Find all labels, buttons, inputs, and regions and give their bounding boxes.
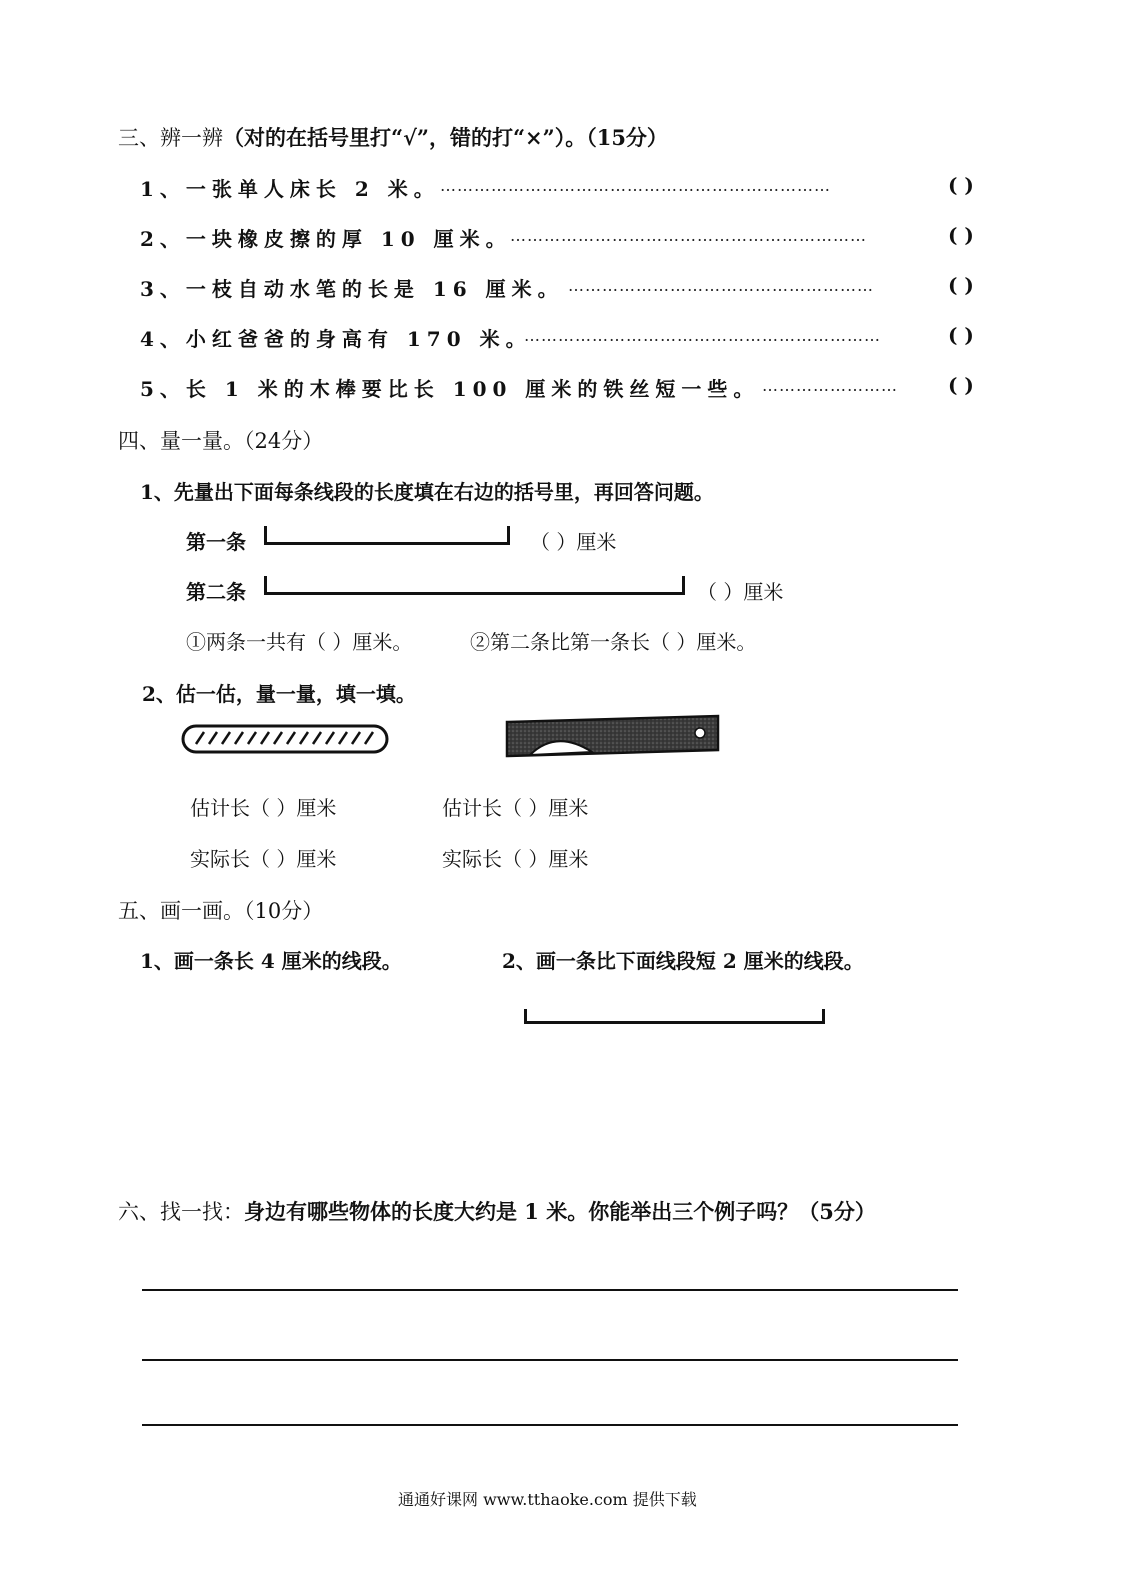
section3-item-2	[140, 223, 512, 252]
section4-q2-instruction: 2、估一估，量一量，填一填。	[142, 682, 416, 706]
item-text: 1、一张单人床长 2 米。	[140, 177, 440, 201]
item-dots: ……………………	[762, 376, 898, 395]
section6-title	[118, 1196, 876, 1226]
answer-line-3[interactable]	[142, 1424, 958, 1426]
answer-paren[interactable]: ( )	[948, 223, 974, 247]
section3-item-4	[140, 323, 532, 352]
line2-answer[interactable]: （ ）厘米	[697, 580, 784, 604]
answer-line-1[interactable]	[142, 1289, 958, 1291]
answer-paren[interactable]: ( )	[948, 323, 974, 347]
item-text: 2、一块橡皮擦的厚 10 厘米。	[140, 227, 512, 251]
line2-label: 第二条	[186, 580, 246, 604]
item-dots: ………………………………………………	[568, 276, 874, 295]
answer-paren[interactable]: ( )	[948, 373, 974, 397]
item-text: 4、小红爸爸的身高有 170 米。	[140, 327, 532, 351]
right-actual[interactable]: 实际长（ ）厘米	[442, 847, 589, 871]
right-estimate[interactable]: 估计长（ ）厘米	[442, 796, 589, 820]
line1-answer[interactable]: （ ）厘米	[530, 530, 617, 554]
item-dots: ……………………………………………………………	[440, 176, 831, 195]
left-actual[interactable]: 实际长（ ）厘米	[190, 847, 337, 871]
section6-title-rest: 身边有哪些物体的长度大约是 1 米。你能举出三个例子吗？（5分）	[244, 1199, 876, 1224]
reference-line-segment	[524, 1009, 825, 1024]
section4-q1-instruction: 1、先量出下面每条线段的长度填在右边的括号里，再回答问题。	[140, 480, 714, 504]
section3-title	[118, 122, 668, 152]
line-segment-1	[264, 526, 510, 545]
item-text: 5、长 1 米的木棒要比长 100 厘米的铁丝短一些。	[140, 377, 760, 401]
answer-paren[interactable]: ( )	[948, 273, 974, 297]
section3-item-5	[140, 373, 759, 402]
section3-title-prefix: 三、辨一辨	[118, 126, 223, 150]
section3-item-3	[140, 273, 564, 302]
left-estimate[interactable]: 估计长（ ）厘米	[190, 796, 337, 820]
answer-line-2[interactable]	[142, 1359, 958, 1361]
section4-title: 四、量一量。（24分）	[118, 429, 324, 453]
line1-label: 第一条	[186, 530, 246, 554]
item-dots: ………………………………………………………	[524, 326, 881, 345]
hatched-bar-icon	[180, 722, 392, 758]
item-dots: ………………………………………………………	[510, 226, 867, 245]
footer-credit: 通通好课网 www.tthaoke.com 提供下载	[398, 1490, 697, 1509]
section5-title: 五、画一画。（10分）	[118, 899, 324, 923]
shaded-ruler-icon	[504, 714, 722, 760]
drawing-area[interactable]	[160, 990, 460, 1170]
q1-sub-b[interactable]: ②第二条比第一条长（ ）厘米。	[470, 630, 757, 654]
answer-paren[interactable]: ( )	[948, 173, 974, 197]
section5-q2: 2、画一条比下面线段短 2 厘米的线段。	[502, 949, 864, 973]
section6-title-prefix: 六、找一找：	[118, 1200, 244, 1224]
section5-q1: 1、画一条长 4 厘米的线段。	[140, 949, 402, 973]
section3-title-rest: （对的在括号里打“√”，错的打“×”）。（15分）	[223, 125, 668, 150]
section3-item-1	[140, 173, 440, 202]
item-text: 3、一枝自动水笔的长是 16 厘米。	[140, 277, 564, 301]
line-segment-2	[264, 576, 685, 595]
q1-sub-a[interactable]: ①两条一共有（ ）厘米。	[186, 630, 413, 654]
